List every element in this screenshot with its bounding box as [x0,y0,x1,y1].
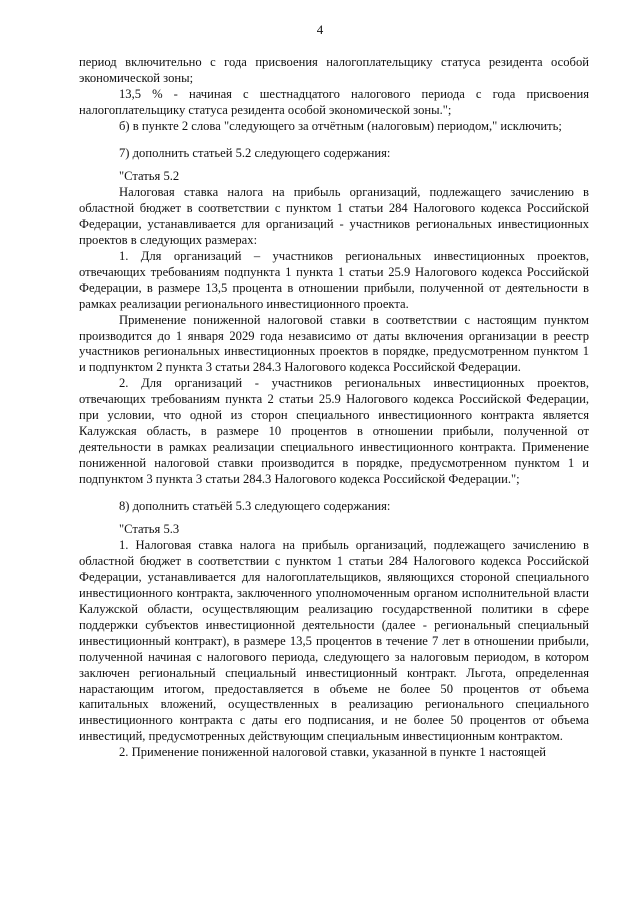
paragraph-period-continuation: период включительно с года присвоения налогоплательщику статуса резидента особой экономической зоны; [79,55,589,85]
article-5-2-point-2: 2. Для организаций - участников региональных инвестиционных проектов, отвечающих требованиям пункта 2 статьи 25.9 Налогового кодекса Российской Федерации, при условии, что одной из сторон специального инвестиционного контракта является Калужская область, в размере 10 процентов в отношении прибыли, полученной от деятельности в рамках реализации специального инвестиционного контракта. Применение пониженной налоговой ставки производится в порядке, предусмотренном пунктом 1 и подпунктом 3 пункта 3 статьи 284.3 Налогового кодекса Российской Федерации."; [79,376,589,486]
article-5-3-point-1: 1. Налоговая ставка налога на прибыль организаций, подлежащего зачислению в областной бюджет в соответствии с пунктом 1 статьи 284 Налогового кодекса Российской Федерации, устанавливается для налогоплательщиков, являющихся стороной специального инвестиционного контракта, заключенного уполномоченным органом исполнительной власти Калужской области, осуществляющим реализацию государственной политики в сфере поддержки субъектов инвестиционной деятельности (далее - региональный специальный инвестиционный контракт), в размере 13,5 процентов в течение 7 лет в отношении прибыли, полученной начиная с налогового периода, следующего за налоговым периодом, в котором заключен региональный специальный инвестиционный контракт. Льгота, определенная нарастающим итогом, предоставляется в объеме не более 50 процентов от объема капитальных вложений, осуществленных в реализацию регионального специального инвестиционного контракта с даты его подписания, и не более 50 процентов от объема инвестиций, предусмотренных действующим специальным инвестиционным контрактом. [79,538,589,744]
article-5-3-heading: "Статья 5.3 [119,522,180,537]
page-number: 4 [316,22,324,37]
paragraph-item-7: 7) дополнить статьей 5.2 следующего содержания: [119,145,391,160]
article-5-2-heading: "Статья 5.2 [119,169,180,184]
article-5-2-intro: Налоговая ставка налога на прибыль организаций, подлежащего зачислению в областной бюджет в соответствии с пунктом 1 статьи 284 Налогового кодекса Российской Федерации, устанавливается для организаций - участников региональных инвестиционных проектов в следующих размерах: [79,185,589,248]
paragraph-rate-13-5-sez: 13,5 % - начиная с шестнадцатого налогового периода с года присвоения налогоплательщику статуса резидента особой экономической зоны."; [79,86,589,117]
paragraph-item-b: б) в пункте 2 слова "следующего за отчётным (налоговым) периодом," исключить; [119,118,562,133]
article-5-2-point-1: 1. Для организаций – участников региональных инвестиционных проектов, отвечающих требованиям подпункта 1 пункта 1 статьи 25.9 Налогового кодекса Российской Федерации, в размере 13,5 процента в отношении прибыли, полученной от деятельности в рамках реализации регионального инвестиционного проекта. [79,248,589,311]
article-5-3-point-2: 2. Применение пониженной налоговой ставки, указанной в пункте 1 настоящей [119,745,546,760]
document-body [79,55,589,761]
article-5-2-point-1-application: Применение пониженной налоговой ставки в соответствии с настоящим пунктом производится до 1 января 2029 года независимо от даты включения организации в реестр участников региональных инвестиционных проектов в порядке, предусмотренном пунктом 1 и подпунктом 2 пункта 3 статьи 284.3 Налогового кодекса Российской Федерации. [79,312,589,375]
paragraph-item-8: 8) дополнить статьёй 5.3 следующего содержания: [119,498,391,513]
